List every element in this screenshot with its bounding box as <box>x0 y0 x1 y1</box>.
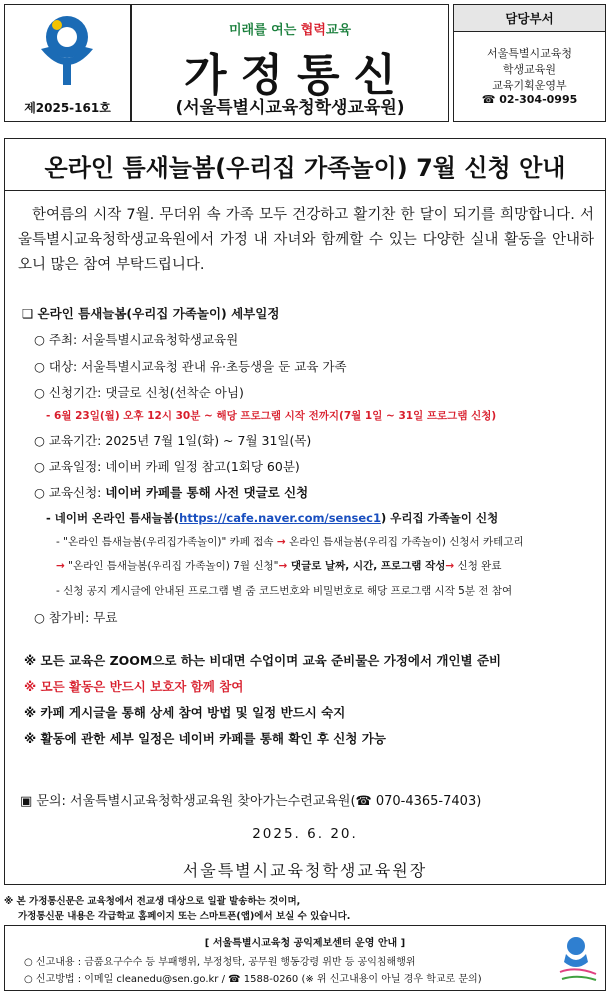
note-schedule: ※ 활동에 관한 세부 일정은 네이버 카페를 통해 확인 후 신청 가능 <box>24 731 386 746</box>
apply-step-2 <box>56 558 501 573</box>
step1-text: - "온라인 틈새늘봄(우리집가족놀이)" 카페 접속 <box>56 536 277 548</box>
apply-step-1 <box>56 534 524 549</box>
section-heading: ❑ 온라인 틈새늘봄(우리집 가족놀이) 세부일정 <box>22 306 280 321</box>
intro-paragraph: 한여름의 시작 7월. 무더위 속 가족 모두 건강하고 활기찬 한 달이 되기를 희망합니다. 서울특별시교육청학생교육원에서 가정 내 자녀와 함께할 수 있는 다양한 실내 활동을 안내하오니 많은 참여 부탁드립니다. <box>18 207 594 273</box>
report-method-line: ○ 신고방법 : 이메일 cleanedu@sen.go.kr / ☎ 1588-0260 (※ 위 신고내용이 아닐 경우 학교로 문의) <box>24 974 482 985</box>
step2-end-text: 신청 완료 <box>454 560 502 572</box>
department-phone: ☎ 02-304-0995 <box>481 93 578 106</box>
apply-period-item: ○ 신청기간: 댓글로 신청(선착순 아님) <box>34 385 244 400</box>
report-content-line: ○ 신고내용 : 금품요구수수 등 부패행위, 부정청탁, 공무원 행동강령 위반 등 공익침해행위 <box>24 957 416 968</box>
apply-step-3: - 신청 공지 게시글에 안내된 프로그램 별 줌 코드번호와 비밀번호로 해당 프로그램 시작 5분 전 참여 <box>56 585 513 597</box>
cafe-link-line <box>46 510 498 526</box>
notice-title: 온라인 틈새늘봄(우리집 가족놀이) 7월 신청 안내 <box>44 154 566 182</box>
title-box <box>131 4 449 122</box>
title-divider <box>4 190 606 191</box>
slogan-part-1: 미래를 여는 <box>228 23 301 38</box>
signature: 서울특별시교육청학생교육원장 <box>182 861 428 880</box>
department-line: 서울특별시교육청 <box>486 47 572 60</box>
edu-period-item: ○ 교육기간: 2025년 7월 1일(화) ~ 7월 31일(목) <box>34 433 312 448</box>
slogan-part-3: 교육 <box>325 23 352 38</box>
apply-period-detail: - 6월 23일(월) 오후 12시 30분 ~ 해당 프로그램 시작 전까지(7월 1일 ~ 31일 프로그램 신청) <box>46 410 497 422</box>
fee-item: ○ 참가비: 무료 <box>34 610 118 625</box>
arrow-icon: → <box>445 560 455 572</box>
cafe-prefix: - 네이버 온라인 틈새늘봄( <box>46 511 180 525</box>
edu-schedule-item: ○ 교육일정: 네이버 카페 일정 참고(1회당 60분) <box>34 459 300 474</box>
step1-text-2: 온라인 틈새늘봄(우리집 가족놀이) 신청서 카테고리 <box>285 536 524 548</box>
department-box <box>453 4 606 122</box>
seoul-education-emblem-icon <box>27 11 107 89</box>
department-label: 담당부서 <box>454 5 605 32</box>
edu-apply-method: 네이버 카페를 통해 사전 댓글로 신청 <box>105 485 309 500</box>
slogan <box>132 19 448 38</box>
step2-bold-text: 댓글로 날짜, 시간, 프로그램 작성 <box>287 560 446 572</box>
issue-number: 제2025-161호 <box>24 101 111 115</box>
issue-date: 2025. 6. 20. <box>252 826 358 842</box>
footer-note-1: ※ 본 가정통신문은 교육청에서 전교생 대상으로 일괄 발송하는 것이며, <box>4 896 301 907</box>
department-line: 학생교육원 <box>502 63 557 76</box>
target-item: ○ 대상: 서울특별시교육청 관내 유·초등생을 둔 교육 가족 <box>34 359 347 374</box>
cafe-suffix: ) 우리집 가족놀이 신청 <box>381 511 499 525</box>
department-line: 교육기획운영부 <box>492 79 567 92</box>
note-zoom: ※ 모든 교육은 ZOOM으로 하는 비대면 수업이며 교육 준비물은 가정에서 개인별 준비 <box>24 653 502 668</box>
arrow-icon: → <box>276 536 286 548</box>
mascot-icon <box>556 932 600 984</box>
inquiry-line: ▣ 문의: 서울특별시교육청학생교육원 찾아가는수련교육원(☎ 070-4365-7403) <box>20 794 482 809</box>
naver-cafe-link[interactable]: https://cafe.naver.com/sensec1 <box>179 511 381 525</box>
note-cafe-post: ※ 카페 게시글을 통해 상세 참여 방법 및 일정 반드시 숙지 <box>24 705 346 720</box>
step2-text: "온라인 틈새늘봄(우리집 가족놀이) 7월 신청" <box>64 560 279 572</box>
arrow-icon: → <box>278 560 288 572</box>
newsletter-title: 가정통신 <box>183 50 410 101</box>
host-item: ○ 주최: 서울특별시교육청학생교육원 <box>34 332 239 347</box>
note-guardian: ※ 모든 활동은 반드시 보호자 함께 참여 <box>24 679 244 694</box>
arrow-icon: → <box>56 560 65 572</box>
footer-note-2: 가정통신문 내용은 각급학교 홈페이지 또는 스마트폰(앱)에서 보실 수 있습니다. <box>18 911 351 922</box>
newsletter-subtitle: (서울특별시교육청학생교육원) <box>175 98 405 118</box>
slogan-part-2: 협력 <box>300 23 326 38</box>
logo-box <box>4 4 131 122</box>
edu-apply-label: ○ 교육신청: <box>34 485 106 500</box>
report-center-title: [ 서울특별시교육청 공익제보센터 운영 안내 ] <box>204 938 406 949</box>
edu-apply-item <box>34 483 308 501</box>
